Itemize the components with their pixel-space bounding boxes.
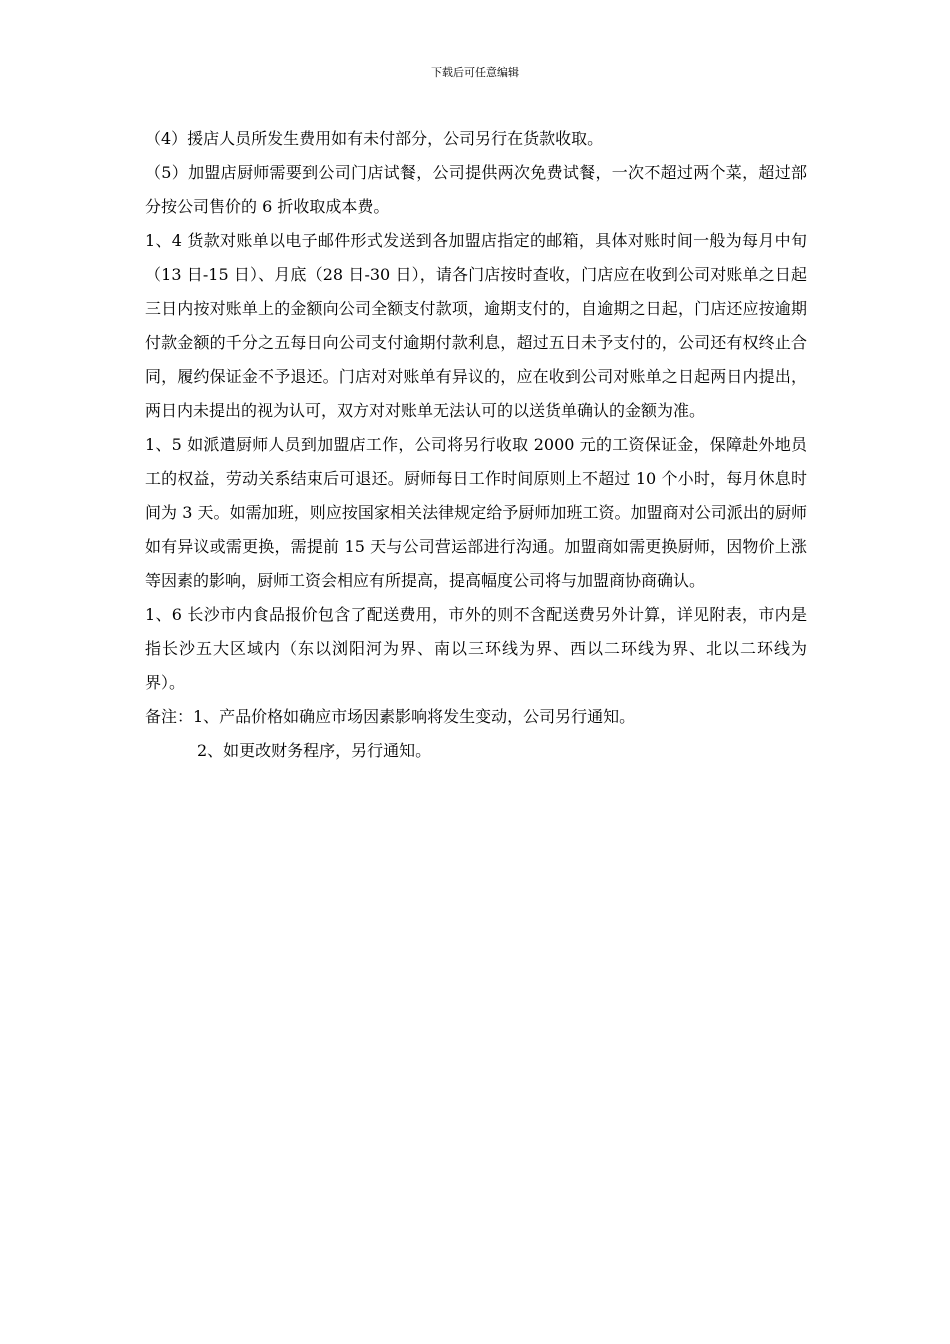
note-line-1: 备注：1、产品价格如确应市场因素影响将发生变动，公司另行通知。 xyxy=(145,707,636,726)
page-header: 下载后可任意编辑 xyxy=(431,66,519,79)
paragraph-staff-costs: （4）援店人员所发生费用如有未付部分，公司另行在货款收取。 xyxy=(145,129,604,148)
paragraph-chef-trial: （5）加盟店厨师需要到公司门店试餐，公司提供两次免费试餐，一次不超过两个菜，超过部分按公司售价的 6 折收取成本费。 xyxy=(145,163,807,216)
paragraph-1-5-chef-dispatch: 1、5 如派遣厨师人员到加盟店工作，公司将另行收取 2000 元的工资保证金，保障赴外地员工的权益，劳动关系结束后可退还。厨师每日工作时间原则上不超过 10 个小时，每月休息时间为 3 天。如需加班，则应按国家相关法律规定给予厨师加班工资。加盟商对公司派出的厨师如有异议或需更换，需提前 15 天与公司营运部进行沟通。加盟商如需更换厨师，因物价上涨等因素的影响，厨师工资会相应有所提高，提高幅度公司将与加盟商协商确认。 xyxy=(145,435,807,590)
document-body xyxy=(145,122,807,768)
note-line-2: 2、如更改财务程序，另行通知。 xyxy=(197,741,432,760)
paragraph-1-4-statement: 1、4 货款对账单以电子邮件形式发送到各加盟店指定的邮箱，具体对账时间一般为每月中旬（13 日-15 日）、月底（28 日-30 日），请各门店按时查收，门店应在收到公司对账单之日起三日内按对账单上的金额向公司全额支付款项，逾期支付的，自逾期之日起，门店还应按逾期付款金额的千分之五每日向公司支付逾期付款利息，超过五日未予支付的，公司还有权终止合同，履约保证金不予退还。门店对对账单有异议的，应在收到公司对账单之日起两日内提出，两日内未提出的视为认可，双方对对账单无法认可的以送货单确认的金额为准。 xyxy=(145,231,807,420)
paragraph-1-6-delivery: 1、6 长沙市内食品报价包含了配送费用，市外的则不含配送费另外计算，详见附表，市内是指长沙五大区域内（东以浏阳河为界、南以三环线为界、西以二环线为界、北以二环线为界）。 xyxy=(145,605,807,692)
